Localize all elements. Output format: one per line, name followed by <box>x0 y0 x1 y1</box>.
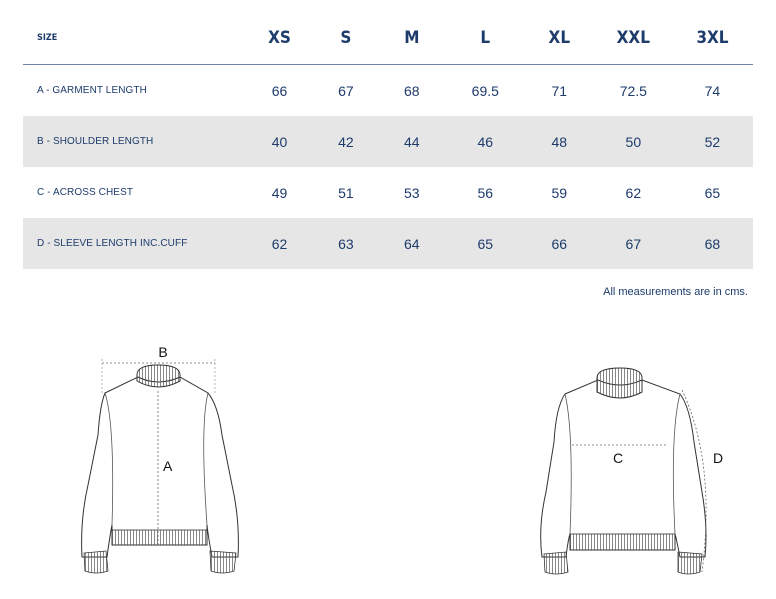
cell: 59 <box>551 184 568 201</box>
row-label: A - GARMENT LENGTH <box>37 85 147 96</box>
cell: 56 <box>477 184 494 201</box>
sweater-body <box>541 380 706 557</box>
cell: 62 <box>244 218 315 269</box>
row-label: D - SLEEVE LENGTH INC.CUFF <box>23 218 244 269</box>
measurement-note: All measurements are in cms. <box>603 286 748 298</box>
size-s: S <box>315 12 377 65</box>
size-xs: XS <box>244 12 315 65</box>
cell: 68 <box>672 218 753 269</box>
cell: 53 <box>404 184 420 201</box>
cell: 72.5 <box>619 82 647 99</box>
cell: 64 <box>377 218 447 269</box>
cell: 46 <box>447 116 524 167</box>
cell: 71 <box>551 82 568 99</box>
cell: 65 <box>704 184 721 201</box>
size-header: SIZE <box>23 12 244 65</box>
cell: 50 <box>595 116 672 167</box>
table-row <box>23 116 753 167</box>
size-xxl: XXL <box>595 12 672 65</box>
table-row <box>23 218 753 269</box>
table-row <box>23 65 753 117</box>
cell: 42 <box>315 116 377 167</box>
size-m: M <box>377 12 447 65</box>
waistband <box>570 534 675 550</box>
label-d: D <box>713 450 724 466</box>
cell: 69.5 <box>471 82 499 99</box>
cell: 66 <box>524 218 595 269</box>
collar <box>597 368 642 398</box>
cell: 49 <box>271 184 288 201</box>
cell: 67 <box>595 218 672 269</box>
size-3xl: 3XL <box>672 12 753 65</box>
size-l: L <box>447 12 524 65</box>
label-a: A <box>163 458 173 474</box>
row-label: B - SHOULDER LENGTH <box>23 116 244 167</box>
cell: 44 <box>377 116 447 167</box>
table-row <box>23 167 753 218</box>
cell: 51 <box>338 184 354 201</box>
cuff-left <box>544 552 568 574</box>
cell: 40 <box>244 116 315 167</box>
size-chart-table <box>23 12 753 269</box>
cell: 52 <box>672 116 753 167</box>
cell: 68 <box>404 82 420 99</box>
label-c: C <box>612 450 624 466</box>
sweater-side-diagram <box>530 362 740 582</box>
header-row <box>23 12 753 65</box>
sweater-front-diagram <box>60 335 260 585</box>
row-label: C - ACROSS CHEST <box>37 187 134 198</box>
size-xl: XL <box>524 12 595 65</box>
cuff-right <box>210 551 236 573</box>
waistband <box>112 530 207 545</box>
cell: 66 <box>271 82 288 99</box>
cell: 62 <box>625 184 642 201</box>
cell: 63 <box>315 218 377 269</box>
cell: 65 <box>447 218 524 269</box>
cell: 48 <box>524 116 595 167</box>
label-b: B <box>158 344 168 360</box>
cuff-left <box>84 551 108 573</box>
cell: 67 <box>338 82 354 99</box>
cuff-right <box>678 552 702 574</box>
cell: 74 <box>704 82 721 99</box>
collar <box>137 365 180 387</box>
